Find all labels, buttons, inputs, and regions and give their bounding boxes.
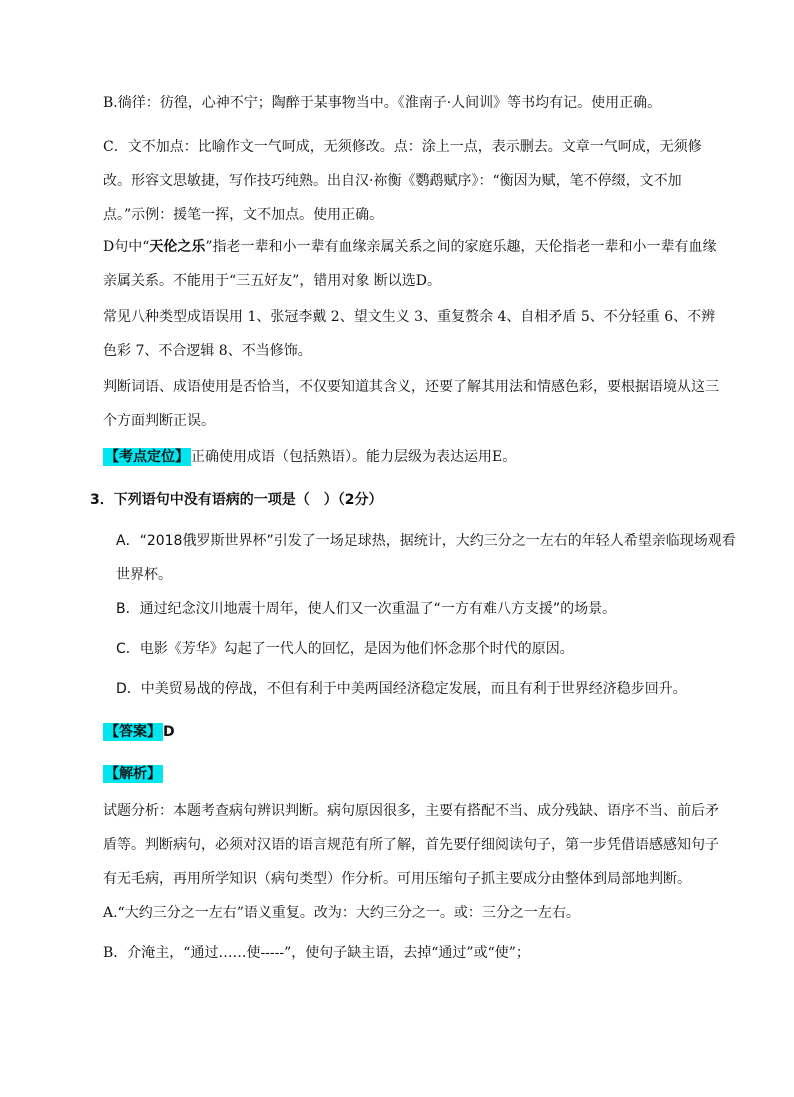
question-3-option-c: C．电影《芳华》勾起了一代人的回忆，是因为他们怀念那个时代的原因。 — [116, 641, 574, 657]
question-3-option-b: B．通过纪念汶川地震十周年，使人们又一次重温了“一方有难八方支援”的场景。 — [116, 601, 617, 617]
para-d-prefix: D句中“ — [103, 239, 150, 255]
para-option-c-explanation: C．文不加点：比喻作文一气呵成，无须修改。点：涂上一点，表示删去。文章一气呵成，无须修改。形容文思敏捷，写作技巧纯熟。出自汉·祢衡《鹦鹉赋序》：“衡因为赋，笔不停缀，文不加点。”示例：援笔一挥，文不加点。使用正确。 — [103, 139, 702, 223]
analysis-option-b: B．介淹主，“通过……使-----”，使句子缺主语，去掉“通过”或“使”； — [103, 945, 530, 961]
jiexi-tag: 【解析】 — [105, 766, 161, 782]
kaodian-tag: 【考点定位】 — [105, 449, 189, 465]
jiexi-line — [103, 764, 163, 784]
para-option-b-explanation: B.徜徉：彷徨，心神不宁；陶醉于某事物当中。《淮南子·人间训》等书均有记。使用正确。 — [103, 95, 662, 111]
para-judgement-method: 判断词语、成语使用是否恰当，不仅要知道其含义，还要了解其用法和情感色彩，要根据语境从这三个方面判断正误。 — [103, 379, 719, 429]
para-kaodian — [103, 440, 723, 474]
answer-line — [103, 722, 175, 742]
para-d-suffix: ”指老一辈和小一辈有血缘亲属关系之间的家庭乐趣，天伦指老一辈和小一辈有血缘亲属关系。不能用于“三五好友”，错用对象 断以选D。 — [103, 239, 717, 289]
kaodian-text: 正确使用成语（包括熟语）。能力层级为表达运用E。 — [191, 449, 517, 465]
analysis-paragraph: 试题分析：本题考查病句辨识判断。病句原因很多，主要有搭配不当、成分残缺、语序不当、前后矛盾等。判断病句，必须对汉语的语言规范有所了解，首先要仔细阅读句子，第一步凭借语感感知句子有无毛病，再用所学知识（病句类型）作分析。可用压缩句子抓主要成分由整体到局部地判断。 — [103, 803, 719, 887]
para-d-term: 天伦之乐 — [149, 239, 206, 255]
answer-value: D — [163, 724, 175, 740]
analysis-option-a: A.“大约三分之一左右”语义重复。改为：大约三分之一。或：三分之一左右。 — [103, 905, 580, 921]
question-3-option-a: A．“2018俄罗斯世界杯”引发了一场足球热，据统计，大约三分之一左右的年轻人希望亲临现场观看世界杯。 — [116, 533, 736, 583]
question-3-title: 3．下列语句中没有语病的一项是（ ）（2分） — [90, 492, 383, 508]
para-idiom-error-types: 常见八种类型成语误用 1、张冠李戴 2、望文生义 3、重复赘余 4、自相矛盾 5、不分轻重 6、不辨色彩 7、不合逻辑 8、不当修饰。 — [103, 309, 716, 359]
question-3-option-d: D．中美贸易战的停战，不但有利于中美两国经济稳定发展，而且有利于世界经济稳步回升。 — [116, 681, 687, 697]
para-option-d-explanation — [103, 230, 723, 298]
answer-tag: 【答案】 — [105, 724, 161, 740]
